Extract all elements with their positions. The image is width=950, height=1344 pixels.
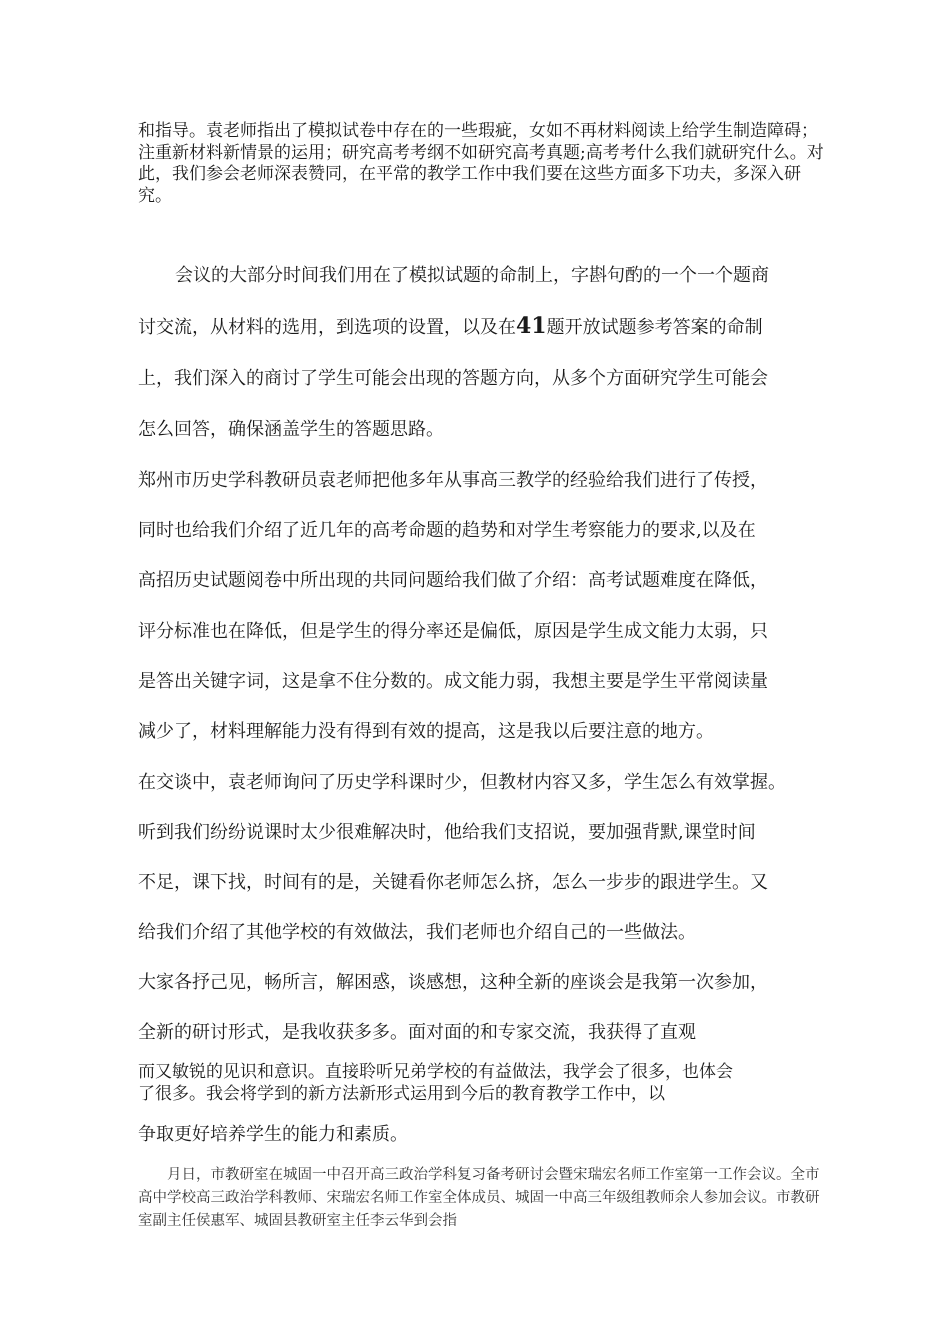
question-number: 41 (516, 313, 547, 339)
paragraph-4-line-4: 给我们介绍了其他学校的有效做法，我们老师也介绍自己的一些做法。 (138, 922, 696, 943)
paragraph-4-line-1: 在交谈中，袁老师询问了历史学科课时少，但教材内容又多，学生怎么有效掌握。 (138, 772, 786, 793)
paragraph-4-line-3: 不足，课下找，时间有的是，关键看你老师怎么挤，怎么一步步的跟进学生。又 (138, 872, 768, 893)
paragraph-4-line-2: 听到我们纷纷说课时太少很难解决时，他给我们支招说，要加强背默,课堂时间 (138, 822, 756, 843)
paragraph-3-line-3: 高招历史试题阅卷中所出现的共同问题给我们做了介绍：高考试题难度在降低， (138, 570, 768, 591)
paragraph-2-line-4: 怎么回答，确保涵盖学生的答题思路。 (138, 419, 444, 440)
paragraph-5-line-1: 大家各抒己见，畅所言，解困惑，谈感想，这种全新的座谈会是我第一次参加， (138, 972, 768, 993)
paragraph-3-line-5: 是答出关键字词，这是拿不住分数的。成文能力弱，我想主要是学生平常阅读量 (138, 671, 768, 692)
paragraph-3-line-6: 减少了，材料理解能力没有得到有效的提高，这是我以后要注意的地方。 (138, 721, 714, 742)
paragraph-2-line-3: 上，我们深入的商讨了学生可能会出现的答题方向，从多个方面研究学生可能会 (138, 368, 768, 389)
paragraph-2-line-1: 会议的大部分时间我们用在了模拟试题的命制上，字斟句酌的一个一个题商 (175, 265, 769, 286)
paragraph-5-line-2: 全新的研讨形式，是我收获多多。面对面的和专家交流，我获得了直观 (138, 1022, 696, 1043)
paragraph-5-line-5: 争取更好培养学生的能力和素质。 (138, 1124, 408, 1145)
paragraph-2-line-2-suffix: 题开放试题参考答案的命制 (546, 317, 763, 338)
paragraph-2-line-2-prefix: 讨交流，从材料的选用，到选项的设置，以及在 (138, 317, 516, 338)
paragraph-3-line-2: 同时也给我们介绍了近几年的高考命题的趋势和对学生考察能力的要求,以及在 (138, 520, 756, 541)
paragraph-2-line-2 (138, 313, 763, 339)
paragraph-1: 和指导。袁老师指出了模拟试卷中存在的一些瑕疵，女如不再材料阅读上给学生制造障碍；注重新材料新情景的运用；研究高考考纲不如研究高考真题;高考考什么我们就研究什么。对此，我们参会老师深表赞同，在平常的教学工作中我们要在这些方面多下功夫，多深入研究。 (138, 121, 824, 206)
paragraph-3-line-4: 评分标准也在降低，但是学生的得分率还是偏低，原因是学生成文能力太弱，只 (138, 621, 768, 642)
paragraph-3-line-1: 郑州市历史学科教研员袁老师把他多年从事高三教学的经验给我们进行了传授， (138, 470, 768, 491)
paragraph-5-line-4: 了很多。我会将学到的新方法新形式运用到今后的教育教学工作中，以 (138, 1084, 665, 1104)
paragraph-6: 月日，市教研室在城固一中召开高三政治学科复习备考研讨会暨宋瑞宏名师工作室第一工作会议。全市高中学校高三政治学科教师、宋瑞宏名师工作室全体成员、城固一中高三年级组教师余人参加会议。市教研室副主任侯惠军、城固县教研室主任李云华到会指 (138, 1167, 820, 1229)
paragraph-5-line-3: 而又敏锐的见识和意识。直接聆听兄弟学校的有益做法，我学会了很多，也体会 (138, 1062, 733, 1082)
